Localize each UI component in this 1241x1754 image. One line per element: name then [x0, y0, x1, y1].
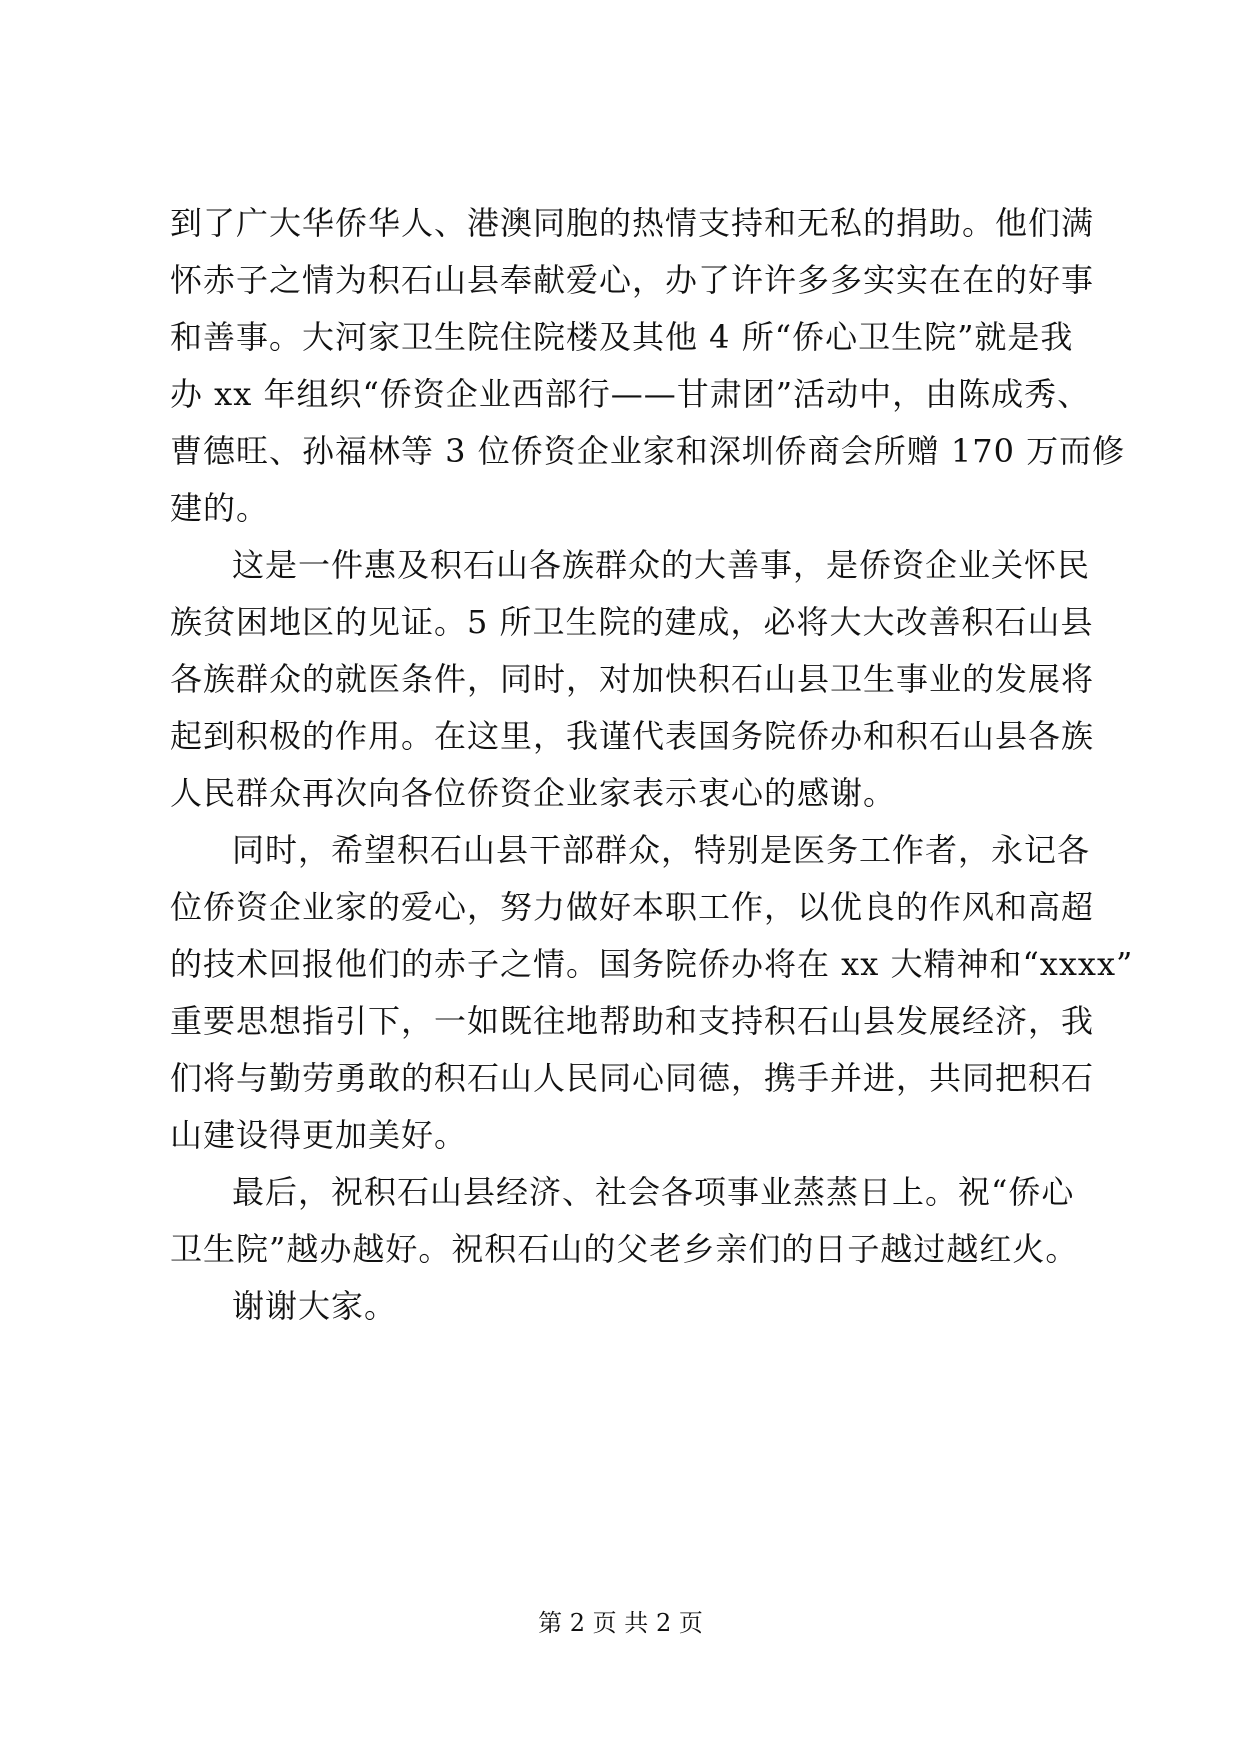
text-line: 重要思想指引下，一如既往地帮助和支持积石山县发展经济，我 — [170, 1002, 1095, 1040]
text-line: 的技术回报他们的赤子之情。国务院侨办将在 xx 大精神和“xxxx” — [170, 945, 1134, 983]
paragraph-first-line: 同时，希望积石山县干部群众，特别是医务工作者，永记各 — [232, 831, 1091, 869]
text-line: 曹德旺、孙福林等 3 位侨资企业家和深圳侨商会所赠 170 万而修 — [170, 432, 1126, 470]
text-line: 和善事。大河家卫生院住院楼及其他 4 所“侨心卫生院”就是我 — [170, 318, 1074, 356]
paragraph-first-line: 这是一件惠及积石山各族群众的大善事，是侨资企业关怀民 — [232, 546, 1091, 584]
text-line: 办 xx 年组织“侨资企业西部行——甘肃团”活动中，由陈成秀、 — [170, 375, 1091, 413]
text-line: 建的。 — [170, 489, 270, 527]
paragraph-first-line: 最后，祝积石山县经济、社会各项事业蒸蒸日上。祝“侨心 — [232, 1173, 1075, 1211]
text-line: 各族群众的就医条件，同时，对加快积石山县卫生事业的发展将 — [170, 660, 1095, 698]
text-line: 山建设得更加美好。 — [170, 1116, 468, 1154]
text-line: 们将与勤劳勇敢的积石山人民同心同德，携手并进，共同把积石 — [170, 1059, 1095, 1097]
text-line: 到了广大华侨华人、港澳同胞的热情支持和无私的捐助。他们满 — [170, 204, 1095, 242]
text-line: 卫生院”越办越好。祝积石山的父老乡亲们的日子越过越红火。 — [170, 1230, 1079, 1268]
paragraph-first-line: 谢谢大家。 — [232, 1287, 398, 1325]
text-line: 人民群众再次向各位侨资企业家表示衷心的感谢。 — [170, 774, 897, 812]
page-number: 第 2 页 共 2 页 — [538, 1609, 703, 1637]
text-line: 起到积极的作用。在这里，我谨代表国务院侨办和积石山县各族 — [170, 717, 1095, 755]
text-line: 怀赤子之情为积石山县奉献爱心，办了许许多多实实在在的好事 — [170, 261, 1095, 299]
text-line: 位侨资企业家的爱心，努力做好本职工作，以优良的作风和高超 — [170, 888, 1095, 926]
text-line: 族贫困地区的见证。5 所卫生院的建成，必将大大改善积石山县 — [170, 603, 1094, 641]
